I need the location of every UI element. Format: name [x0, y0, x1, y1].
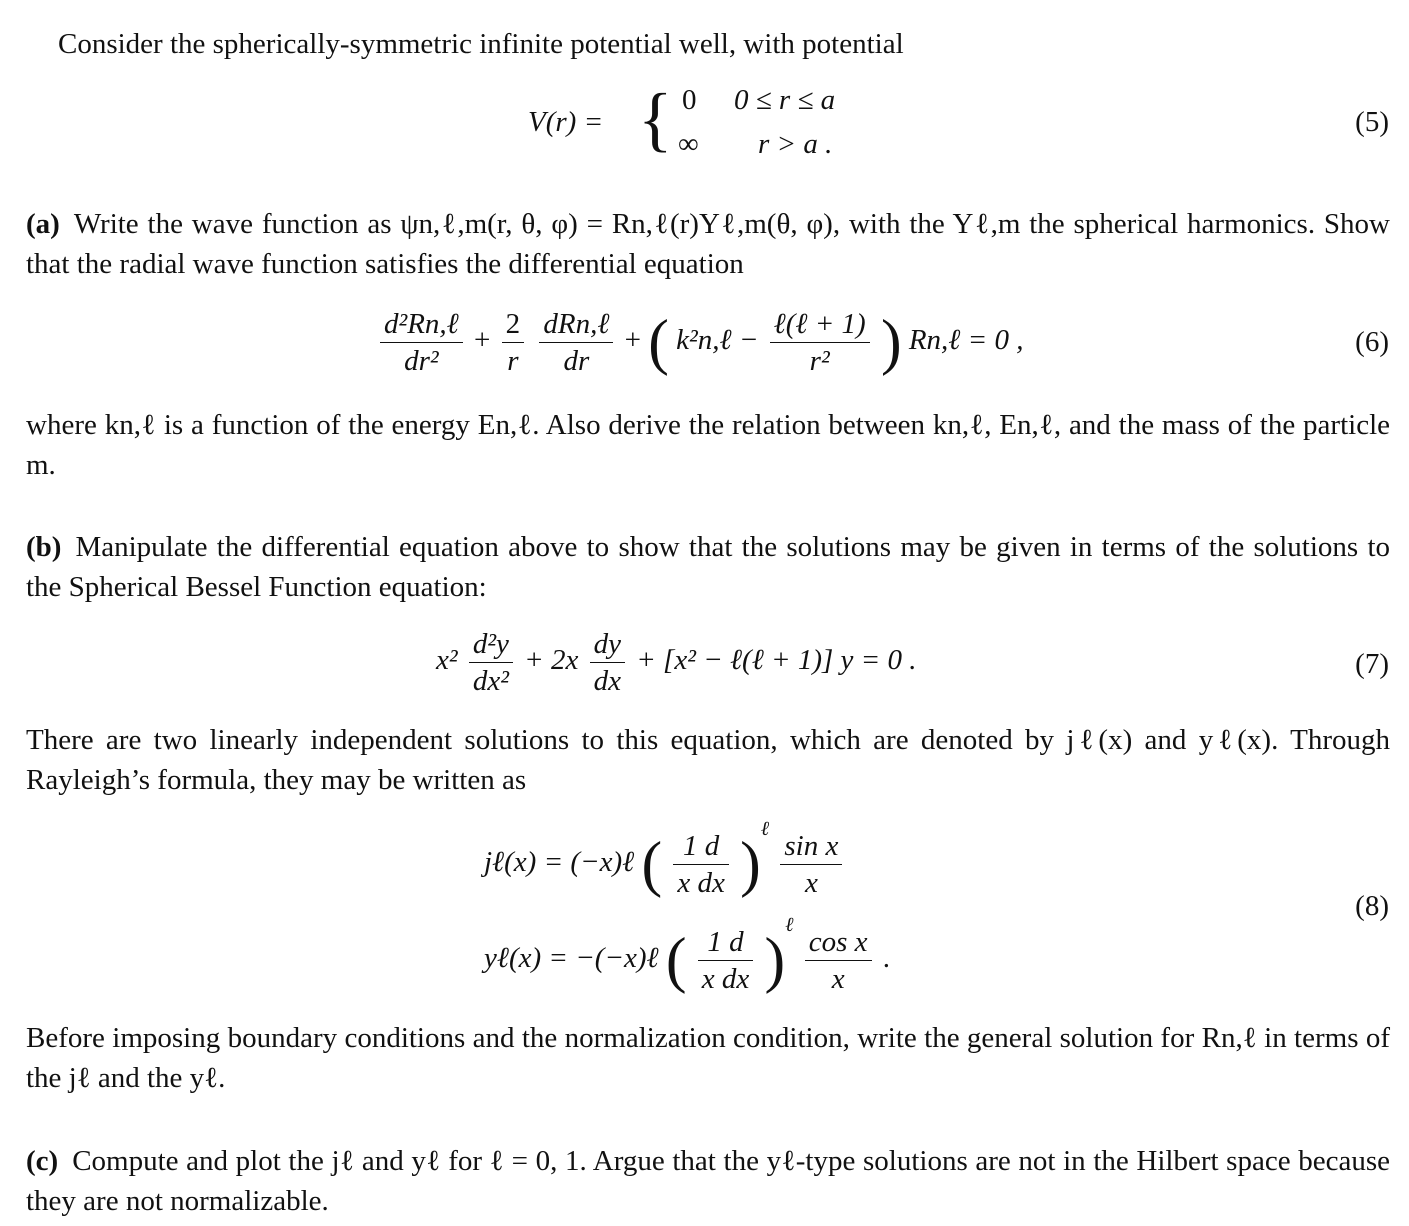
eq8-sin-num: sin x: [780, 828, 842, 865]
part-b-text1: [26, 527, 1390, 607]
eq6-number: (6): [1355, 326, 1389, 358]
eq6-k-term: k²n,ℓ −: [676, 324, 759, 357]
eq6-lparen: (: [648, 308, 669, 377]
eq7-term1-num: d²y: [469, 626, 513, 663]
part-c-text: [26, 1141, 1390, 1221]
eq8-j-sin: [780, 828, 842, 901]
eq8-y-cos: [805, 924, 872, 997]
eq6-term3: [770, 306, 870, 379]
eq8-number: (8): [1355, 890, 1389, 922]
eq5-number: (5): [1355, 106, 1389, 138]
eq8-j-power: ℓ: [760, 818, 770, 840]
eq8-y-rparen: ): [764, 926, 786, 995]
eq6-rparen: ): [880, 308, 902, 377]
part-a-text2: where kn,ℓ is a function of the energy En,ℓ. Also derive the relation between kn,ℓ, En,ℓ, and the mass of the particle m.: [26, 409, 1390, 481]
eq8-j-op-den: x dx: [677, 866, 725, 899]
eq6-term2a: [502, 306, 525, 379]
eq8-j-lhs: jℓ(x) = (−x)ℓ: [484, 846, 635, 878]
eq5-case2-cond: r > a .: [758, 128, 833, 160]
eq8-j-operator: [673, 828, 729, 901]
eq8-j-lparen: (: [641, 830, 663, 899]
eq8-period: .: [882, 942, 891, 974]
eq8-y-lhs: yℓ(x) = −(−x)ℓ: [484, 942, 659, 974]
eq6-term3-den: r²: [809, 345, 830, 377]
eq6-term2a-den: r: [507, 345, 519, 377]
eq7-term2-den: dx: [593, 665, 621, 697]
eq8-y-op-num: 1 d: [698, 924, 754, 961]
part-a-body: Write the wave function as ψn,ℓ,m(r, θ, φ) = Rn,ℓ(r)Yℓ,m(θ, φ), with the Yℓ,m the spherical harmonics. Show that the radial wave function satisfies the differential equation: [26, 208, 1390, 280]
eq5-case1-value: 0: [682, 84, 697, 116]
eq5-lhs: V(r) =: [528, 106, 604, 138]
eq7-rest: + [x² − ℓ(ℓ + 1)] y = 0 .: [636, 644, 917, 677]
eq5-brace: {: [638, 79, 673, 159]
eq6-term2b-den: dr: [563, 345, 590, 377]
eq8-j-op-num: 1 d: [673, 828, 729, 865]
part-c-label: (c): [26, 1145, 59, 1177]
eq8-y-power: ℓ: [785, 914, 794, 936]
eq6-rhs: Rn,ℓ = 0 ,: [908, 324, 1024, 357]
eq8-y-operator: [698, 924, 754, 997]
eq7-term2-num: dy: [590, 626, 625, 663]
eq8-sin-den: x: [804, 866, 818, 899]
eq7-number: (7): [1355, 648, 1389, 680]
part-b-label: (b): [26, 531, 62, 563]
eq7-term1: [469, 626, 513, 699]
eq8-y-op-den: x dx: [701, 962, 750, 995]
part-b-text2: There are two linearly independent solutions to this equation, which are denoted by jℓ(x) and yℓ(x). Through Rayleigh’s formula, they may be written as: [26, 724, 1390, 796]
eq6-term1: [380, 306, 463, 379]
eq5-case2-value: ∞: [678, 128, 699, 160]
part-c-body: Compute and plot the jℓ and yℓ for ℓ = 0, 1. Argue that the yℓ-type solutions are not in the Hilbert space because they are not normalizable.: [26, 1145, 1390, 1217]
equation-8-y: [484, 914, 890, 997]
eq6-term2b: [539, 306, 613, 379]
eq6-term1-num: d²Rn,ℓ: [380, 306, 463, 343]
eq7-term2: [590, 626, 625, 699]
equation-6: [376, 306, 1023, 379]
part-a-label: (a): [26, 208, 60, 240]
intro-text: Consider the spherically-symmetric infinite potential well, with potential: [58, 28, 904, 60]
eq6-term3-num: ℓ(ℓ + 1): [770, 306, 870, 343]
eq7-x2: x²: [436, 644, 458, 677]
part-b-body: Manipulate the differential equation above to show that the solutions may be given in terms of the solutions to the Spherical Bessel Function equation:: [26, 531, 1390, 603]
eq6-plus2: +: [624, 324, 642, 357]
eq6-term2b-num: dRn,ℓ: [539, 306, 613, 343]
eq7-term1-den: dx²: [472, 665, 509, 697]
eq8-cos-num: cos x: [805, 924, 872, 961]
part-a-text1: [26, 204, 1390, 284]
eq5-case1-cond: 0 ≤ r ≤ a: [734, 84, 836, 116]
eq6-plus1: +: [474, 324, 491, 357]
eq8-cos-den: x: [831, 962, 845, 995]
equation-7: [436, 626, 917, 699]
eq6-term2a-num: 2: [502, 306, 525, 343]
eq6-term1-den: dr²: [404, 345, 439, 377]
eq8-j-rparen: ): [740, 830, 761, 899]
part-b-text3: Before imposing boundary conditions and the normalization condition, write the general solution for Rn,ℓ in terms of the jℓ and the yℓ.: [26, 1022, 1390, 1094]
eq7-mid: + 2x: [524, 644, 579, 677]
equation-8-j: [484, 818, 846, 901]
eq8-y-lparen: (: [665, 926, 687, 995]
